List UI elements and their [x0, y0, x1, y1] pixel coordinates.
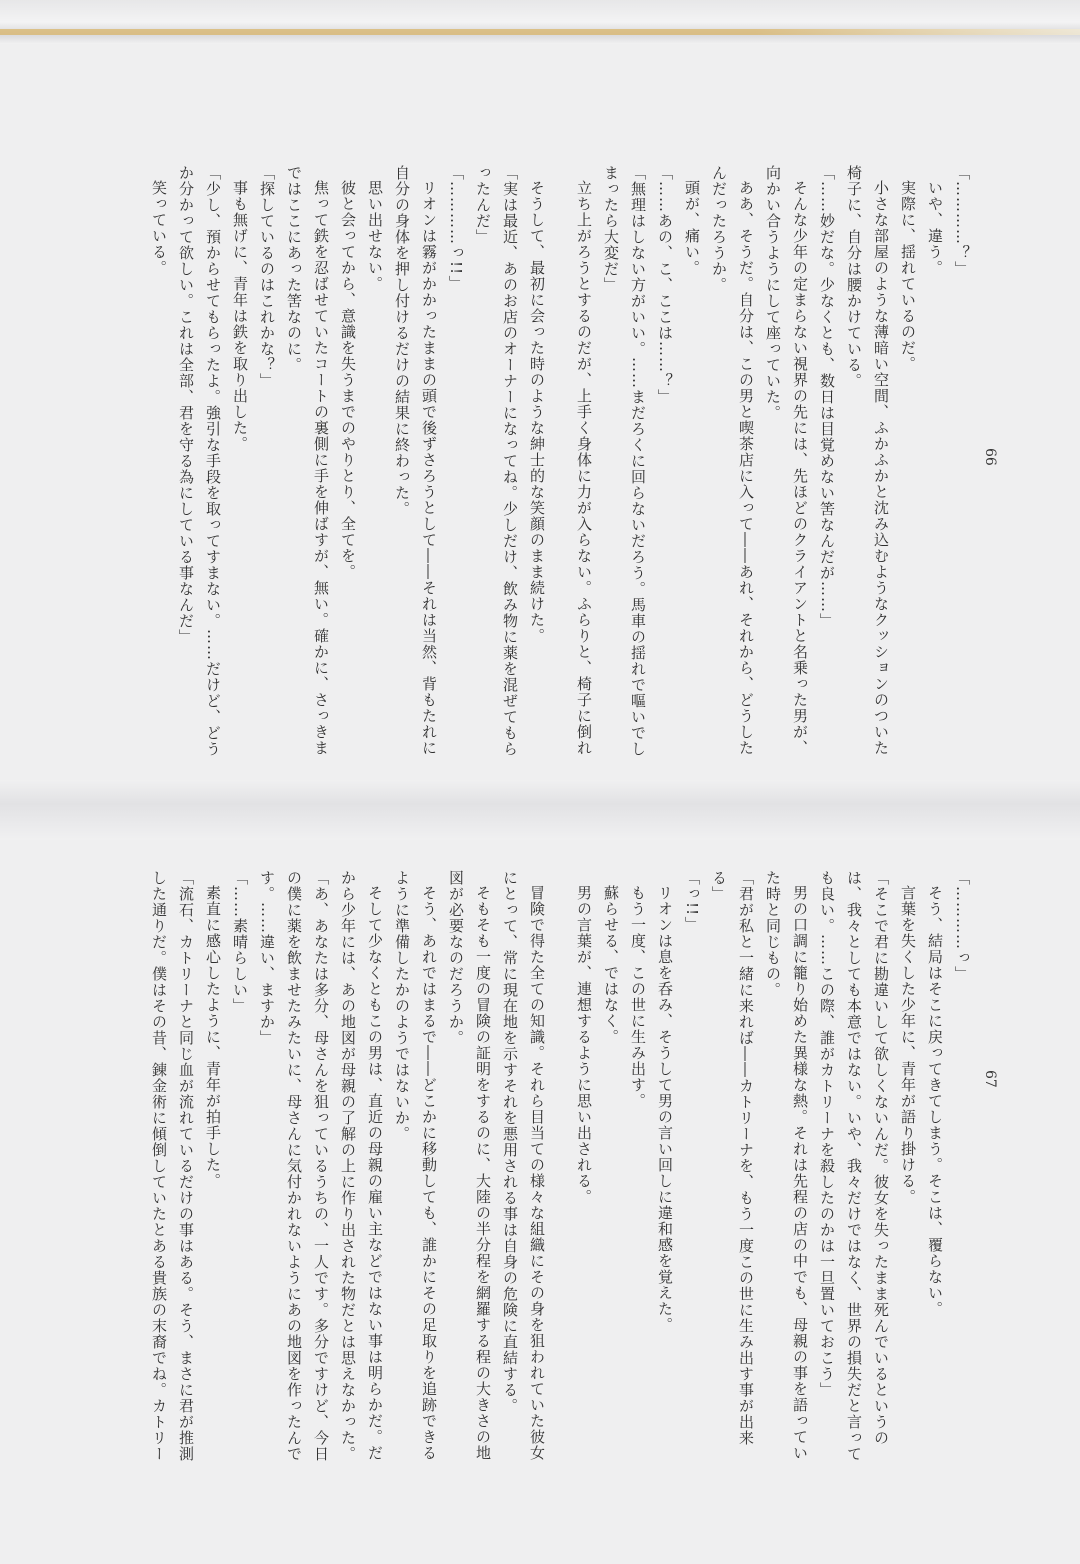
paragraph: リオンは息を呑み、そうして男の言い回しに違和感を覚えた。 [656, 885, 674, 1333]
page-67-right-column [565, 870, 975, 1470]
paragraph: もう一度、この世に生み出す。 [629, 885, 647, 1109]
paragraph: いや、違う。 [926, 180, 944, 276]
paragraph: 「あ、あなたは多分、母さんを狙っているうちの、一人です。多分ですけど、今日の僕に薬を飲ませたみたいに、母さんに気付かれないようにあの地図を作ったんです。……違い、ますか」 [258, 870, 330, 1462]
paragraph: 男の口調に籠り始めた異様な熱。それは先程の店の中でも、母親の事を語っていた時と同じもの。 [764, 870, 809, 1461]
paragraph: 「少し、預からせてもらったよ。強引な手段を取ってすまない。……だけど、どうか分かって欲しい。これは全部、君を守る為にしている事なんだ」 [177, 165, 222, 757]
paragraph: 笑っている。 [150, 180, 168, 276]
paragraph: 冒険で得た全ての知識。それら目当ての様々な組織にその身を狙われていた彼女にとって、常に現在地を示すそれを悪用される事は自身の危険に直結する。 [501, 870, 546, 1461]
paragraph: 「っ!!」 [683, 870, 701, 933]
paragraph: そんな少年の定まらない視界の先には、先ほどのクライアントと名乗った男が、向かい合うようにして座っていた。 [764, 165, 809, 756]
paragraph: 実際に、揺れているのだ。 [899, 180, 917, 372]
paragraph: 立ち上がろうとするのだが、上手く身体に力が入らない。ふらりと、椅子に倒れ [575, 180, 593, 756]
paragraph: 「流石、カトリーナと同じ血が流れているだけの事はある。そう、まさに君が推測した通りだ。僕はその昔、錬金術に傾倒していたとある貴族の末裔でね。カトリー [150, 870, 195, 1462]
paragraph: そもそも一度の冒険の証明をするのに、大陸の半分程を網羅する程の大きさの地図が必要なのだろうか。 [447, 870, 492, 1461]
paragraph: 素直に感心したように、青年が拍手した。 [204, 885, 222, 1189]
paragraph [565, 870, 570, 1470]
paragraph: 蘇らせる、ではなく。 [602, 885, 620, 1045]
paragraph: 事も無げに、青年は鉄を取り出した。 [231, 180, 249, 452]
paragraph: 「…………？」 [953, 165, 971, 277]
paragraph: 「実は最近、あのお店のオーナーになってね。少しだけ、飲み物に薬を混ぜてもらったんだ」 [474, 165, 519, 757]
paragraph: 小さな部屋のような薄暗い空間、ふかふかと沈み込むようなクッションのついた椅子に、自分は腰かけている。 [845, 165, 890, 756]
page-number-66: 66 [982, 448, 998, 466]
paragraph: 男の言葉が、連想するように思い出される。 [575, 885, 593, 1205]
page-66-right-column [565, 165, 975, 765]
paragraph: 「そこで君に勘違いして欲しくないんだ。彼女を失ったまま死んでいるというのは、我々としても本意ではない。いや、我々だけではなく、世界の損失だと言っても良い。……この際、誰がカトリーナを殺したのかは一旦置いておこう」 [818, 870, 890, 1462]
gilded-edge [0, 29, 1080, 35]
paragraph: 「探しているのはこれかな？」 [258, 165, 276, 389]
page-67-left-column [140, 870, 550, 1470]
paragraph: 「…………っ」 [953, 870, 971, 982]
paragraph: 「……妙だな。少なくとも、数日は目覚めない筈なんだが……」 [818, 165, 836, 629]
page-number-67: 67 [982, 1070, 998, 1088]
paragraph: そう、結局はそこに戻ってきてしまう。そこは、覆らない。 [926, 885, 944, 1317]
page-66-left-column [140, 165, 550, 765]
paragraph: 思い出せない。 [366, 180, 384, 292]
paragraph: 焦って鉄を忍ばせていたコートの裏側に手を伸ばすが、無い。確かに、さっきまではここにあった筈なのに。 [285, 165, 330, 756]
paragraph: リオンは霧がかかったままの頭で後ずさろうとして――それは当然、背もたれに自分の身体を押し付けるだけの結果に終わった。 [393, 165, 438, 756]
paragraph: 「…………っ!!」 [447, 165, 465, 292]
paragraph: そうして、最初に会った時のような紳士的な笑顔のまま続けた。 [528, 180, 546, 644]
paragraph: 彼と会ってから、意識を失うまでのやりとり、全てを。 [339, 180, 357, 580]
paragraph: 「君が私と一緒に来れば――カトリーナを、もう一度この世に生み出す事が出来る」 [710, 870, 755, 1446]
paragraph: そして少なくともこの男は、直近の母親の雇い主などではない事は明らかだ。だから少年には、あの地図が母親の了解の上に作り出された物だとは思えなかった。 [339, 870, 384, 1462]
book-gutter [0, 780, 1080, 840]
paragraph: 言葉を失くした少年に、青年が語り掛ける。 [899, 885, 917, 1205]
paragraph: そう、あれではまるで――どこかに移動しても、誰かにその足取りを追跡できるように準備したかのようではないか。 [393, 870, 438, 1461]
paragraph: ああ、そうだ。自分は、この男と喫茶店に入って――あれ、それから、どうしたんだったろうか。 [710, 165, 755, 756]
paragraph: 頭が、痛い。 [683, 180, 701, 276]
paragraph [140, 165, 145, 765]
paragraph: 「……素晴らしい」 [231, 870, 249, 1014]
paragraph: 「無理はしない方がいい。……まだろくに回らないだろう。馬車の揺れで嘔いでしまったら大変だ」 [602, 165, 647, 757]
paragraph: 「……あの、こ、ここは……？」 [656, 165, 674, 405]
book-page-edge [0, 0, 1080, 44]
